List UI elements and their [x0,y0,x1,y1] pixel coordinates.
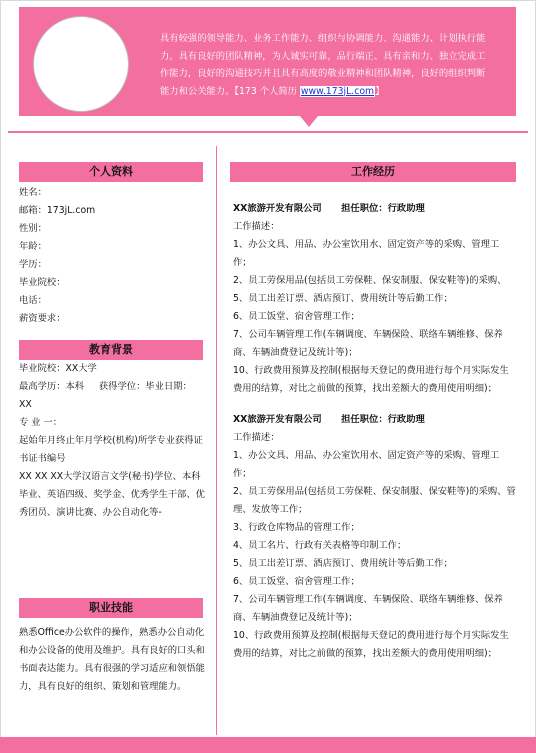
field-gender: 性别： [19,223,47,234]
education-degree: 最高学历：本科 [19,381,85,392]
work-heading: 工作经历 [230,162,516,182]
education-degree-row [19,378,205,396]
skills-text: 熟悉Office办公软件的操作，熟悉办公自动化和办公设备的使用及维护。具有良好的口头和书面表达能力。具有很强的学习适应和领悟能力，具有良好的组织、策划和管理能力。 [19,627,205,692]
job-entry-2 [233,411,517,663]
job1-item-4: 6、员工饭堂、宿舍管理工作； [233,311,360,322]
education-major: 专 业 一： [19,417,63,428]
job2-item-2: 2、员工劳保用品(包括员工劳保鞋、保安制服、保安鞋等)的采购、管理、发放等工作； [233,486,516,515]
intro-text: 具有较强的领导能力、业务工作能力、组织与协调能力、沟通能力、计划执行能力。具有良好的团队精神，为人诚实可靠，品行端正、具有亲和力、独立完成工作能力，良好的沟通技巧并且具有高度的敬业精神和团队精神，良好的组织判断能力和公关能力。【173 个人简历 [160,33,486,97]
job2-item-6: 6、员工饭堂、宿舍管理工作； [233,576,360,587]
job2-item-5: 5、员工出差订票、酒店预订、费用统计等后勤工作； [233,558,453,569]
banner-pointer [300,116,318,127]
education-school: 毕业院校：XX大学 [19,363,97,374]
job1-item-1: 1、办公文具、用品、办公室饮用水、固定资产等的采购、管理工作； [233,239,500,268]
job1-item-5: 7、公司车辆管理工作(车辆调度、车辆保险、联络车辆维修、保养商、车辆油费登记及统计等)； [233,329,503,358]
field-email: 邮箱：173jL.com [19,205,96,216]
job-title-2: XX旅游开发有限公司 担任职位：行政助理 [233,414,425,425]
self-introduction [160,30,490,100]
field-name: 姓名： [19,187,47,198]
personal-info-fields [19,184,209,328]
job-desc-label-1: 工作描述： [233,221,280,232]
education-heading: 教育背景 [19,340,203,360]
job2-item-1: 1、办公文具、用品、办公室饮用水、固定资产等的采购、管理工作； [233,450,500,479]
education-detail-2: XX XX XX大学汉语言文学(秘书)学位、本科毕业、英语四级、奖学金、优秀学生干部、优秀团员、演讲比赛、办公自动化等- [19,471,205,518]
website-link[interactable]: www.173jL.com [300,85,375,97]
field-education: 学历： [19,259,47,270]
skills-content [19,624,205,696]
field-school: 毕业院校： [19,277,66,288]
job1-item-3: 5、员工出差订票、酒店预订、费用统计等后勤工作； [233,293,453,304]
job1-item-2: 2、员工劳保用品(包括员工劳保鞋、保安制服、保安鞋等)的采购、 [233,275,507,286]
header-divider [8,131,528,133]
job1-item-6: 10、行政费用预算及控制(根据每天登记的费用进行每个月实际发生费用的结算，对比之前做的预算，找出差额大的费用使用明细)； [233,365,509,394]
avatar [33,16,129,112]
skills-heading: 职业技能 [19,598,203,618]
job-desc-label-2: 工作描述： [233,432,280,443]
job2-item-3: 3、行政仓库物品的管理工作； [233,522,360,533]
field-phone: 电话： [19,295,47,306]
education-degree-obtained: 获得学位：毕业日期： [98,381,192,392]
field-age: 年龄： [19,241,47,252]
footer-bar [0,737,536,753]
job2-item-8: 10、行政费用预算及控制(根据每天登记的费用进行每个月实际发生费用的结算，对比之前做的预算，找出差额大的费用使用明细)； [233,630,509,659]
education-detail-1: 起始年月终止年月学校(机构)所学专业获得证书证书编号 [19,435,203,464]
education-grad: XX [19,399,32,410]
job2-item-7: 7、公司车辆管理工作(车辆调度、车辆保险、联络车辆维修、保养商、车辆油费登记及统计等)； [233,594,503,623]
personal-info-heading: 个人资料 [19,162,203,182]
field-salary: 薪资要求： [19,313,66,324]
column-divider [216,146,217,735]
job-entry-1 [233,200,517,398]
job-title-1: XX旅游开发有限公司 担任职位：行政助理 [233,203,425,214]
intro-tail: 】 [375,85,385,97]
job2-item-4: 4、员工名片、行政有关表格等印制工作； [233,540,407,551]
education-content [19,360,205,522]
